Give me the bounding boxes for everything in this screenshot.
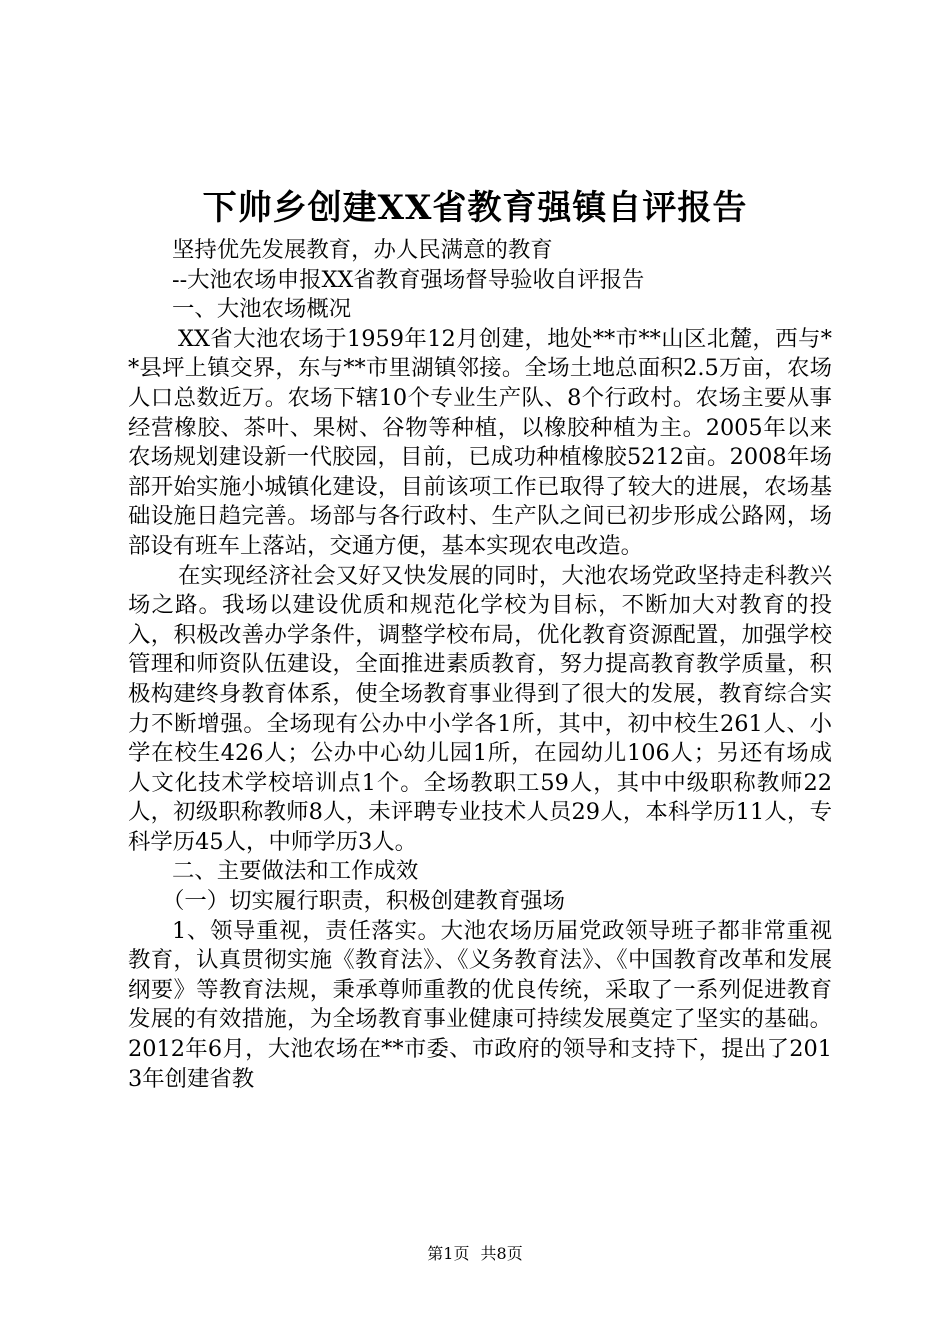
paragraph-education-status: 在实现经济社会又好又快发展的同时，大池农场党政坚持走科教兴场之路。我场以建设优质和规范化学校为目标，不断加大对教育的投入，积极改善办学条件，调整学校布局，优化教育资源配置，加强学校管理和师资队伍建设，全面推进素质教育，努力提高教育教学质量，积极构建终身教育体系，使全场教育事业得到了很大的发展，教育综合实力不断增强。全场现有公办中小学各1所，其中，初中校生261人、小学在校生426人；公办中心幼儿园1所，在园幼儿106人；另还有场成人文化技术学校培训点1个。全场教职工59人，其中中级职称教师22人，初级职称教师8人，未评聘专业技术人员29人，本科学历11人，专科学历45人，中师学历3人。 xyxy=(128,562,832,855)
paragraph-subtitle: --大池农场申报XX省教育强场督导验收自评报告 xyxy=(172,266,645,293)
page-footer xyxy=(0,1243,950,1265)
section-heading-overview: 一、大池农场概况 xyxy=(172,296,352,323)
paragraph-overview: XX省大池农场于1959年12月创建，地处**市**山区北麓，西与**县坪上镇交界，东与**市里湖镇邻接。全场土地总面积2.5万亩，农场人口总数近万。农场下辖10个专业生产队、8个行政村。农场主要从事经营橡胶、茶叶、果树、谷物等种植，以橡胶种植为主。2005年以来农场规划建设新一代胶园，目前，已成功种植橡胶5212亩。2008年场部开始实施小城镇化建设，目前该项工作已取得了较大的进展，农场基础设施日趋完善。场部与各行政村、生产队之间已初步形成公路网，场部设有班车上落站，交通方便，基本实现农电改造。 xyxy=(128,325,832,559)
subsection-heading-duties: （一）切实履行职责，积极创建教育强场 xyxy=(162,888,566,915)
section-heading-measures: 二、主要做法和工作成效 xyxy=(172,858,419,885)
paragraph-motto: 坚持优先发展教育，办人民满意的教育 xyxy=(172,237,553,263)
paragraph-leadership: 1、领导重视，责任落实。大池农场历届党政领导班子都非常重视教育，认真贯彻实施《教育法》、《义务教育法》、《中国教育改革和发展纲要》等教育法规，秉承尊师重教的优良传统，采取了一系列促进教育发展的有效措施，为全场教育事业健康可持续发展奠定了坚实的基础。2012年6月，大池农场在**市委、市政府的领导和支持下，提出了2013年创建省教 xyxy=(128,917,832,1092)
page-total: 共8页 xyxy=(480,1244,523,1263)
document-body xyxy=(128,236,832,1094)
document-title: 下帅乡创建XX省教育强镇自评报告 xyxy=(202,188,748,228)
page-number: 第1页 xyxy=(427,1244,470,1263)
